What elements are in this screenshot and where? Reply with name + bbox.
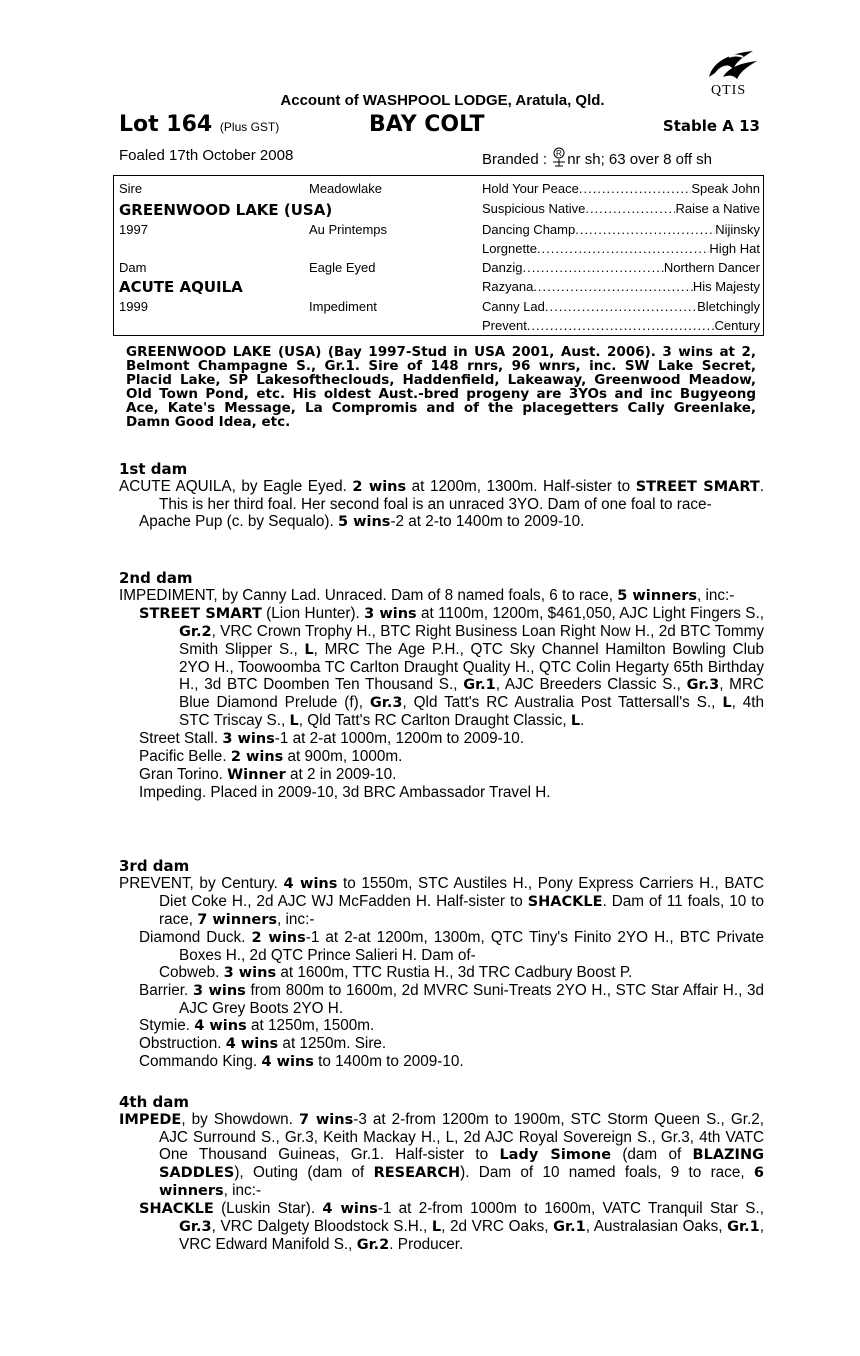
svg-text:R: R [556,149,562,158]
gen3-right: Nijinsky [715,222,760,237]
text-bold: Gr.2 [356,1237,390,1253]
progeny-item [119,1053,764,1071]
progeny-item [119,748,764,766]
text: from 800m to 1600m, 2d MVRC Suni-Treats 2YO H., STC Star Affair H., 3d AJC Grey Boots 2YO H. [179,982,764,1017]
text: , AJC Breeders Classic S., [495,676,687,693]
text-bold: 5 wins [337,514,391,530]
pedigree-gen3-row [482,241,760,256]
progeny-item [119,605,764,730]
text-bold: SHACKLE [527,894,603,910]
sire-label: Sire [119,181,143,196]
granddam-paternal: Au Printemps [309,222,388,237]
third-dam-section [119,857,764,1071]
text: (Luskin Star). [213,1200,323,1217]
text-bold: Gr.3 [179,1219,212,1235]
text-bold: Gr.1 [727,1219,760,1235]
lot-number [119,112,279,137]
text-bold: 2 wins [251,930,306,946]
dam-label: Dam [119,260,147,275]
gen3-left: Prevent [482,318,527,333]
text-bold: 2 wins [352,479,407,495]
gen3-left: Lorgnette [482,241,537,256]
text: , 2d VRC Oaks, [441,1218,554,1235]
text: , inc:- [277,911,315,928]
pedigree-gen3-row [482,181,760,196]
branded-label: Branded : [482,151,548,168]
qtis-emblem-icon [703,47,759,83]
gen3-right: Century [714,318,760,333]
text: Stymie. [139,1017,195,1034]
text: , 4th STC Triscay S., [179,694,765,729]
text-bold: 3 wins [192,983,246,999]
progeny-item [119,1017,764,1035]
text: at 1100m, 1200m, $461,050, AJC Light Fingers S., [416,605,764,622]
dam-year: 1999 [119,299,148,314]
progeny-item [119,766,764,784]
section-heading: 3rd dam [119,857,190,875]
text: Commando King. [139,1053,262,1070]
pedigree-gen3-row [482,222,760,237]
text: , VRC Crown Trophy H., BTC Right Business Loan Right Now H., 2d BTC Tommy Smith Slipper S., [179,623,764,658]
text: -1 at 2-from 1000m to 1600m, VATC Tranquil Star S., [377,1200,764,1217]
pedigree-gen3-row [482,318,760,333]
gen3-left: Dancing Champ [482,222,576,237]
text: IMPEDIMENT, by Canny Lad. Unraced. Dam of 8 named foals, 6 to race, [119,587,618,604]
gen3-right: Raise a Native [675,201,760,216]
text-bold: STREET SMART [635,479,760,495]
text-bold: Gr.1 [463,677,496,693]
text-bold: RESEARCH [373,1165,461,1181]
text: -3 at 2-from 1200m to 1900m, STC Storm Queen S., Gr.2, AJC Surround S., Gr.3, Keith Mackay H., L, 2d AJC Royal Sovereign S., Gr.3, 4th VATC One Thousand Guineas, Gr.1. Half-sister to [159,1111,764,1163]
progeny-item [119,1035,764,1053]
text-bold: 6 winners [159,1165,764,1199]
text-bold: 3 wins [223,965,277,981]
text: , Qld Tatt's RC Australia Post Tattersall's S., [402,694,723,711]
text: (dam of [611,1146,693,1163]
text-bold: L [431,1219,442,1235]
text-bold: L [570,713,581,729]
text: Obstruction. [139,1035,226,1052]
text-bold: 3 wins [222,731,275,747]
text: at 1250m. Sire. [278,1035,387,1052]
text-bold: 4 wins [283,876,338,892]
foaled-date: Foaled 17th October 2008 [119,147,294,164]
gen3-right: Bletchingly [697,299,760,314]
text-bold: IMPEDE [119,1112,182,1128]
text: Barrier. [139,982,193,999]
text-bold: 4 wins [225,1036,279,1052]
pedigree-gen3-row [482,279,760,294]
text-bold: Lady Simone [499,1147,612,1163]
text-bold: Gr.3 [369,695,403,711]
text: , Australasian Oaks, [585,1218,728,1235]
section-heading: 1st dam [119,460,188,478]
dam-paragraph [119,587,764,605]
text-bold: 7 wins [298,1112,354,1128]
grandsire-maternal: Eagle Eyed [309,260,376,275]
text: to 1550m, STC Austiles H., Pony Express Carriers H., BATC Diet Coke H., 2d AJC WJ McFadden H. Half-sister to [159,875,765,910]
text-bold: 4 wins [322,1201,378,1217]
stable-number: Stable A 13 [662,117,760,135]
text: Cobweb. [159,964,224,981]
text: to 1400m to 2009-10. [313,1053,464,1070]
text-bold: STREET SMART [139,606,262,622]
text: ), Outing (dam of [234,1164,374,1181]
consignor-account: Account of WASHPOOL LODGE, Aratula, Qld. [280,92,605,109]
branded-text: nr sh; 63 over 8 off sh [567,151,713,168]
pedigree-gen3-row [482,260,760,275]
text: . Dam of 11 foals, 10 to race, [159,893,764,928]
brand-mark-icon [551,147,567,167]
text: Gran Torino. [139,766,228,783]
sire-summary: GREENWOOD LAKE (USA) (Bay 1997-Stud in USA 2001, Aust. 2006). 3 wins at 2, Belmont Champagne S., Gr.1. Sire of 148 rnrs, 96 wnrs, inc. SW Lake Secret, Placid Lake, SP Lakesoftheclouds, Haddenfield, Lakeaway, Greenwood Meadow, Old Town Pond, etc. His oldest Aust.-bred progeny are 3YOs and inc Bugyeong Ace, Kate's Message, La Compromis and of the placegetters Cally Greenlake, Damn Good Idea, etc. [126,344,756,430]
gen3-left: Razyana [482,279,534,294]
progeny-item [119,982,764,1017]
gen3-left: Hold Your Peace [482,181,579,196]
text: , inc:- [696,587,735,604]
progeny-item [119,513,764,531]
pedigree-gen3-row [482,299,760,314]
text-bold: L [289,713,299,729]
text: (Lion Hunter). [261,605,365,622]
second-dam-section [119,569,764,801]
text-bold: Gr.2 [179,624,212,640]
text: Diamond Duck. [139,929,252,946]
text: at 1600m, TTC Rustia H., 3d TRC Cadbury Boost P. [276,964,633,981]
text: . This is her third foal. Her second foal is an unraced 3YO. Dam of one foal to race- [159,478,764,513]
text-bold: 3 wins [364,606,417,622]
text: -2 at 2-to 1400m to 2009-10. [390,513,585,530]
gen3-left: Danzig [482,260,523,275]
text-bold: 4 wins [194,1018,247,1034]
text: , VRC Edward Manifold S., [179,1218,764,1253]
text: . Producer. [389,1236,464,1253]
text: , Qld Tatt's RC Carlton Draught Classic, [298,712,571,729]
dam-paragraph [119,478,764,513]
text-bold: 7 winners [197,912,278,928]
text: -1 at 2-at 1200m, 1300m, QTC Tiny's Finito 2YO H., BTC Private Boxes H., 2d QTC Prince Salieri H. Dam of- [179,929,764,964]
grand-progeny-item [119,964,764,982]
gen3-left: Canny Lad [482,299,545,314]
progeny-item [119,1200,764,1254]
lot-label: Lot 164 [119,112,213,137]
text-bold: Gr.3 [686,677,720,693]
gen3-right: Speak John [691,181,760,196]
text: -1 at 2-at 1000m, 1200m to 2009-10. [274,730,524,747]
pedigree-table [113,175,764,336]
horse-description: BAY COLT [369,112,485,137]
text-bold: Winner [227,767,286,783]
pedigree-gen3-row [482,201,760,216]
grandsire-paternal: Meadowlake [309,181,382,196]
text: ACUTE AQUILA, by Eagle Eyed. [119,478,353,495]
text: , MRC Blue Diamond Prelude (f), [179,676,764,711]
gen3-right: His Majesty [692,279,760,294]
text-bold: BLAZING SADDLES [159,1147,764,1181]
text: at 2 in 2009-10. [285,766,397,783]
section-heading: 2nd dam [119,569,193,587]
dam-paragraph [119,1111,764,1200]
sire-name: GREENWOOD LAKE (USA) [119,201,333,219]
gst-note: (Plus GST) [219,120,280,134]
text: , inc:- [223,1182,262,1199]
text-bold: 2 wins [230,749,284,765]
text: at 900m, 1000m. [283,748,403,765]
text-bold: 5 winners [617,588,697,604]
gen3-left: Suspicious Native [482,201,586,216]
dam-name: ACUTE AQUILA [119,278,243,296]
progeny-item [119,730,764,748]
first-dam-section [119,460,764,531]
fourth-dam-section [119,1093,764,1254]
progeny-item: Impeding. Placed in 2009-10, 3d BRC Ambassador Travel H. [139,784,551,801]
gen3-right: High Hat [709,241,760,256]
text: Street Stall. [139,730,223,747]
section-heading: 4th dam [119,1093,189,1111]
gen3-right: Northern Dancer [663,260,760,275]
text-bold: L [722,695,732,711]
text: at 1250m, 1500m. [246,1017,375,1034]
text: PREVENT, by Century. [119,875,284,892]
text-bold: Gr.1 [553,1219,586,1235]
dam-paragraph [119,875,764,929]
text: ). Dam of 10 named foals, 9 to race, [460,1164,754,1181]
progeny-item [119,929,764,964]
text: , VRC Dalgety Bloodstock S.H., [211,1218,432,1235]
text: at 1200m, 1300m. Half-sister to [406,478,636,495]
text-bold: SHACKLE [139,1201,214,1217]
granddam-maternal: Impediment [309,299,377,314]
sire-year: 1997 [119,222,148,237]
text: . [580,712,585,729]
text: Apache Pup (c. by Sequalo). [139,513,338,530]
text: Pacific Belle. [139,748,231,765]
logo-text: QTIS [711,83,747,98]
text-bold: L [304,642,314,658]
text-bold: 4 wins [261,1054,314,1070]
text: , by Showdown. [181,1111,299,1128]
brand-info [482,147,712,168]
text: , MRC The Age P.H., QTC Sky Channel Hamilton Bowling Club 2YO H., Toowoomba TC Carlton Draught Quality H., QTC Colin Hegarty 65th Birthday H., 3d BTC Doomben Ten Thousand S., [179,641,764,693]
